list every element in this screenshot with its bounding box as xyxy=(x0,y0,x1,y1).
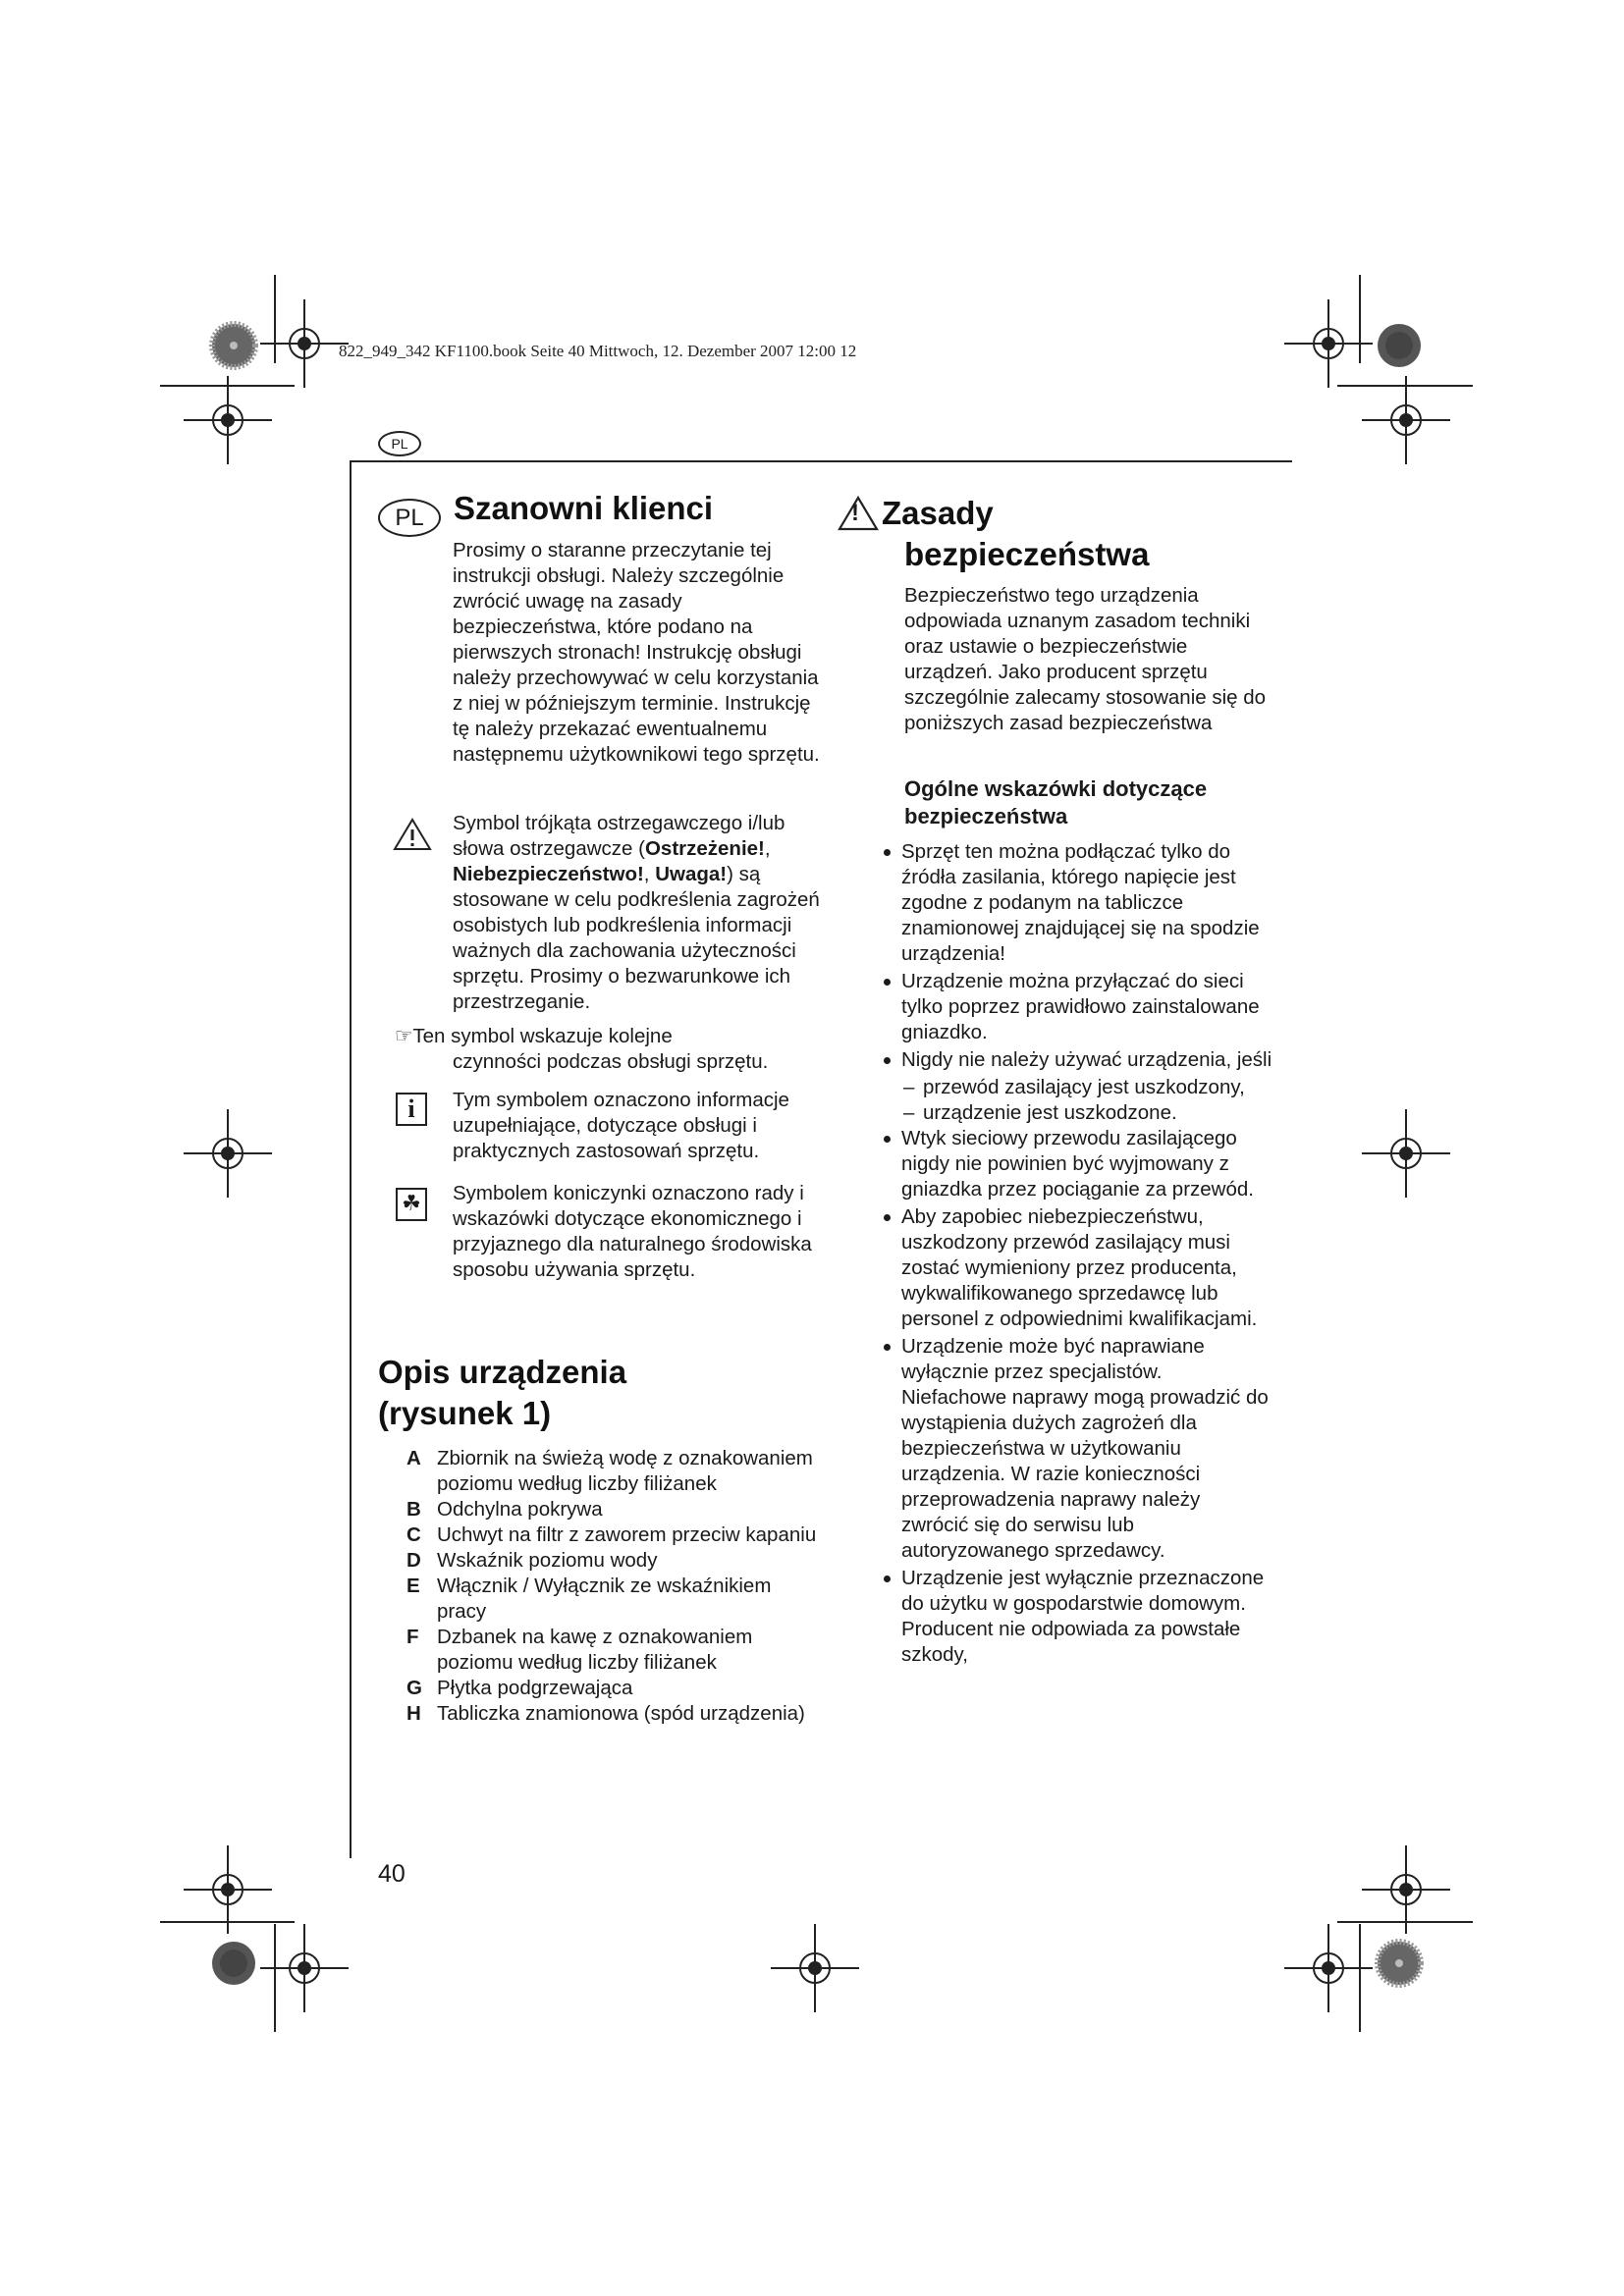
warning-mark-glyph: ! xyxy=(851,500,859,526)
hand-pointer-icon: ☞ xyxy=(395,1024,413,1047)
safety-bullet-text: Urządzenie jest wyłącznie przeznaczone do użytku w gospodarstwie domowym. Producent nie odpowiada za powstałe szkody, xyxy=(901,1567,1265,1666)
page-number: 40 xyxy=(378,1860,406,1888)
part-letter: D xyxy=(406,1549,421,1572)
warning-word-niebezpieczenstwo: Niebezpieczeństwo! xyxy=(453,863,644,885)
safety-bullet-text: Urządzenie można przyłączać do sieci tylko poprzez prawidłowo zainstalowane gniazdko. xyxy=(901,970,1260,1043)
part-text: Wskaźnik poziomu wody xyxy=(437,1549,658,1572)
bullet-dot-icon xyxy=(884,1057,891,1064)
part-item xyxy=(393,1548,825,1574)
info-icon: i xyxy=(396,1093,427,1126)
general-safety-title: Ogólne wskazówki dotyczące bezpieczeństwa xyxy=(904,776,1208,828)
section-title-description xyxy=(378,1352,626,1434)
dash-marker: – xyxy=(903,1101,915,1124)
clover-text: Symbolem koniczynki oznaczono rady i wskazówki dotyczące ekonomicznego i przyjaznego dla naturalnego środowiska sposobu używania sprzętu. xyxy=(453,1182,812,1281)
safety-bullet xyxy=(880,839,1272,967)
part-item xyxy=(393,1625,825,1676)
warning-paragraph xyxy=(453,811,826,1015)
intro-paragraph xyxy=(453,538,826,768)
clover-icon: ☘ xyxy=(396,1188,427,1221)
warning-text-pre: Symbol trójkąta ostrzegawczego i/lub słowa ostrzegawcze ( xyxy=(453,812,785,860)
description-title-line1: Opis urządzenia xyxy=(378,1354,627,1390)
print-slug: 822_949_342 KF1100.book Seite 40 Mittwoch, 12. Dezember 2007 12:00 12 xyxy=(339,342,857,360)
bullet-dot-icon xyxy=(884,849,891,856)
dash-marker: – xyxy=(903,1076,915,1098)
info-text: Tym symbolem oznaczono informacje uzupełniające, dotyczące obsługi i praktycznych zastosowań sprzętu. xyxy=(453,1089,789,1162)
description-title-line2: (rysunek 1) xyxy=(378,1395,552,1431)
part-text: Odchylna pokrywa xyxy=(437,1498,603,1521)
warning-text-post: ) są stosowane w celu podkreślenia zagrożeń osobistych lub podkreślenia informacji ważnych dla zachowania użyteczności sprzętu. Prosimy o bezwarunkowe ich przestrzeganie. xyxy=(453,863,820,1013)
safety-bullet xyxy=(880,969,1272,1045)
warning-word-ostrzezenie: Ostrzeżenie! xyxy=(644,837,765,860)
bullet-dot-icon xyxy=(884,1136,891,1143)
bullet-dot-icon xyxy=(884,1214,891,1221)
part-item xyxy=(393,1701,825,1727)
part-text: Dzbanek na kawę z oznakowaniem poziomu według liczby filiżanek xyxy=(437,1626,753,1674)
bullet-dot-icon xyxy=(884,1344,891,1351)
safety-bullet-text: Wtyk sieciowy przewodu zasilającego nigdy nie powinien być wyjmowany z gniazdka przez pociąganie za przewód. xyxy=(901,1127,1254,1201)
part-text: Włącznik / Wyłącznik ze wskaźnikiem pracy xyxy=(437,1575,772,1623)
margin-rule xyxy=(350,460,352,1858)
part-item xyxy=(393,1676,825,1701)
bullet-dot-icon xyxy=(884,1575,891,1582)
part-item xyxy=(393,1446,825,1497)
safety-intro-text: Bezpieczeństwo tego urządzenia odpowiada uznanym zasadom techniki oraz ustawie o bezpieczeństwie urządzeń. Jako producent sprzętu szczególnie zalecamy stosowanie się do poniższych zasad bezpieczeństwa xyxy=(904,584,1267,734)
part-text: Uchwyt na filtr z zaworem przeciw kapaniu xyxy=(437,1523,817,1546)
clover-paragraph xyxy=(453,1181,826,1283)
safety-bullet-text: Nigdy nie należy używać urządzenia, jeśli xyxy=(901,1048,1272,1071)
part-letter: E xyxy=(406,1575,420,1597)
safety-title-line1: Zasady xyxy=(882,495,994,531)
warning-word-uwaga: Uwaga! xyxy=(655,863,728,885)
info-paragraph xyxy=(453,1088,826,1164)
part-item xyxy=(393,1574,825,1625)
safety-bullet-text: Aby zapobiec niebezpieczeństwu, uszkodzony przewód zasilający musi zostać wymieniony przez producenta, wykwalifikowanego sprzedawcę lub personel z odpowiednimi kwalifikacjami. xyxy=(901,1205,1258,1330)
hand-text-line2: czynności podczas obsługi sprzętu. xyxy=(453,1050,769,1073)
safety-dash-text: urządzenie jest uszkodzone. xyxy=(923,1101,1177,1124)
part-letter: H xyxy=(406,1702,421,1725)
section-title-customers: Szanowni klienci xyxy=(454,490,714,526)
safety-bullet-text: Sprzęt ten można podłączać tylko do źródła zasilania, którego napięcie jest zgodne z podanym na tabliczce znamionowej znajdującej się na spodzie urządzenia! xyxy=(901,840,1260,965)
part-letter: G xyxy=(406,1677,422,1699)
part-text: Płytka podgrzewająca xyxy=(437,1677,633,1699)
part-item xyxy=(393,1497,825,1522)
safety-dash-item xyxy=(880,1100,1272,1126)
hand-text-line1: Ten symbol wskazuje kolejne xyxy=(412,1025,673,1047)
part-text: Tabliczka znamionowa (spód urządzenia) xyxy=(437,1702,805,1725)
part-letter: A xyxy=(406,1447,421,1469)
safety-bullet-text: Urządzenie może być naprawiane wyłącznie przez specjalistów. Niefachowe naprawy mogą prowadzić do wystąpienia dużych zagrożeń dla bezpieczeństwa w użytkowaniu urządzenia. W razie konieczności przeprowadzenia naprawy należy zwrócić się do serwisu lub autoryzowanego sprzedawcy. xyxy=(901,1335,1269,1562)
part-letter: C xyxy=(406,1523,421,1546)
safety-dash-text: przewód zasilający jest uszkodzony, xyxy=(923,1076,1245,1098)
intro-text: Prosimy o staranne przeczytanie tej instrukcji obsługi. Należy szczególnie zwrócić uwagę na zasady bezpieczeństwa, które podano na pierwszych stronach! Instrukcję obsługi należy przechowywać w celu korzystania z niej w późniejszym terminie. Instrukcję tę należy przekazać ewentualnemu następnemu użytkownikowi tego sprzętu. xyxy=(453,539,820,766)
general-safety-heading xyxy=(904,775,1277,838)
safety-title-line2: bezpieczeństwa xyxy=(904,536,1150,572)
bullet-dot-icon xyxy=(884,979,891,986)
safety-bullet xyxy=(880,1047,1272,1073)
hand-paragraph xyxy=(395,1023,827,1075)
safety-list xyxy=(880,839,1272,1670)
part-text: Zbiornik na świeżą wodę z oznakowaniem poziomu według liczby filiżanek xyxy=(437,1447,813,1495)
safety-bullet xyxy=(880,1204,1272,1332)
warning-triangle-icon xyxy=(393,818,432,851)
safety-intro-paragraph xyxy=(904,583,1272,736)
safety-bullet xyxy=(880,1126,1272,1202)
part-letter: F xyxy=(406,1626,419,1648)
parts-list xyxy=(393,1446,825,1727)
safety-bullet xyxy=(880,1334,1272,1564)
part-item xyxy=(393,1522,825,1548)
safety-bullet xyxy=(880,1566,1272,1668)
pl-language-badge: PL xyxy=(378,499,441,537)
warning-sep-2: , xyxy=(643,863,656,885)
header-rule xyxy=(350,460,1292,462)
part-letter: B xyxy=(406,1498,421,1521)
warning-sep-1: , xyxy=(764,837,771,860)
safety-dash-item xyxy=(880,1075,1272,1100)
language-badge: PL xyxy=(378,431,421,456)
